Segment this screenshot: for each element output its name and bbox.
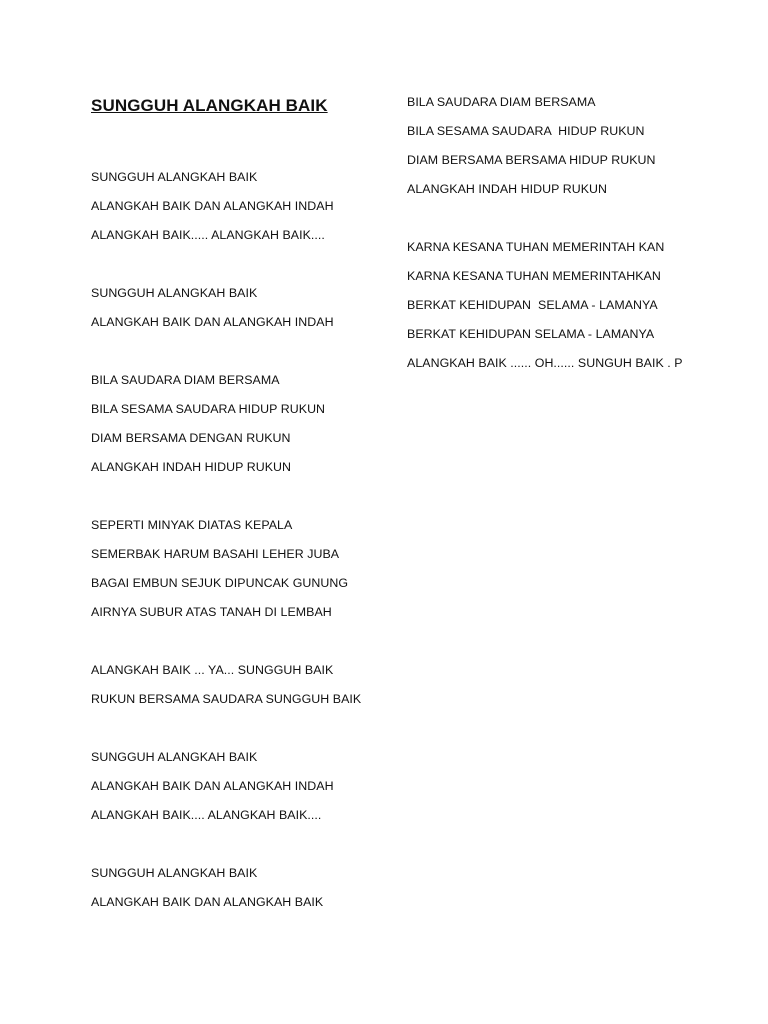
lyric-line: ALANGKAH BAIK DAN ALANGKAH INDAH [91, 779, 334, 793]
lyric-line: ALANGKAH BAIK..... ALANGKAH BAIK.... [91, 228, 325, 242]
lyric-line: DIAM BERSAMA DENGAN RUKUN [91, 431, 291, 445]
lyric-line: ALANGKAH BAIK ... YA... SUNGGUH BAIK [91, 663, 334, 677]
lyric-line: AIRNYA SUBUR ATAS TANAH DI LEMBAH [91, 605, 332, 619]
lyric-line: ALANGKAH BAIK.... ALANGKAH BAIK.... [91, 808, 322, 822]
stanza [91, 864, 391, 922]
lyric-line: KARNA KESANA TUHAN MEMERINTAHKAN [407, 269, 661, 283]
lyric-line: BILA SAUDARA DIAM BERSAMA [407, 95, 596, 109]
stanza [407, 238, 747, 383]
lyric-line: ALANGKAH INDAH HIDUP RUKUN [91, 460, 292, 474]
right-column [407, 93, 747, 383]
stanza [91, 371, 391, 487]
lyric-line: SUNGGUH ALANGKAH BAIK [91, 286, 258, 300]
stanza [91, 661, 391, 719]
lyric-line: DIAM BERSAMA BERSAMA HIDUP RUKUN [407, 153, 656, 167]
song-title: SUNGGUH ALANGKAH BAIK [91, 96, 328, 115]
stanza [407, 93, 747, 209]
stanza [91, 284, 391, 342]
lyric-line: ALANGKAH BAIK DAN ALANGKAH BAIK [91, 895, 324, 909]
lyric-line: SEMERBAK HARUM BASAHI LEHER JUBA [91, 547, 340, 561]
stanza [91, 748, 391, 835]
lyric-line: BILA SESAMA SAUDARA HIDUP RUKUN [407, 124, 645, 138]
lyric-line: SUNGGUH ALANGKAH BAIK [91, 170, 258, 184]
lyric-line: ALANGKAH BAIK DAN ALANGKAH INDAH [91, 315, 334, 329]
lyric-line: ALANGKAH BAIK DAN ALANGKAH INDAH [91, 199, 334, 213]
lyric-line: BILA SESAMA SAUDARA HIDUP RUKUN [91, 402, 326, 416]
lyric-line: RUKUN BERSAMA SAUDARA SUNGGUH BAIK [91, 692, 362, 706]
lyric-line: BERKAT KEHIDUPAN SELAMA - LAMANYA [407, 327, 655, 341]
lyric-line: BERKAT KEHIDUPAN SELAMA - LAMANYA [407, 298, 658, 312]
lyric-line: ALANGKAH BAIK ...... OH...... SUNGUH BAIK . P [407, 356, 683, 370]
lyric-line: BILA SAUDARA DIAM BERSAMA [91, 373, 280, 387]
lyric-line: SUNGGUH ALANGKAH BAIK [91, 750, 258, 764]
left-column [91, 168, 391, 922]
stanza [91, 168, 391, 255]
lyric-line: SUNGGUH ALANGKAH BAIK [91, 866, 258, 880]
lyric-line: ALANGKAH INDAH HIDUP RUKUN [407, 182, 608, 196]
lyric-line: KARNA KESANA TUHAN MEMERINTAH KAN [407, 240, 665, 254]
stanza [91, 516, 391, 632]
lyric-line: SEPERTI MINYAK DIATAS KEPALA [91, 518, 293, 532]
lyric-line: BAGAI EMBUN SEJUK DIPUNCAK GUNUNG [91, 576, 349, 590]
